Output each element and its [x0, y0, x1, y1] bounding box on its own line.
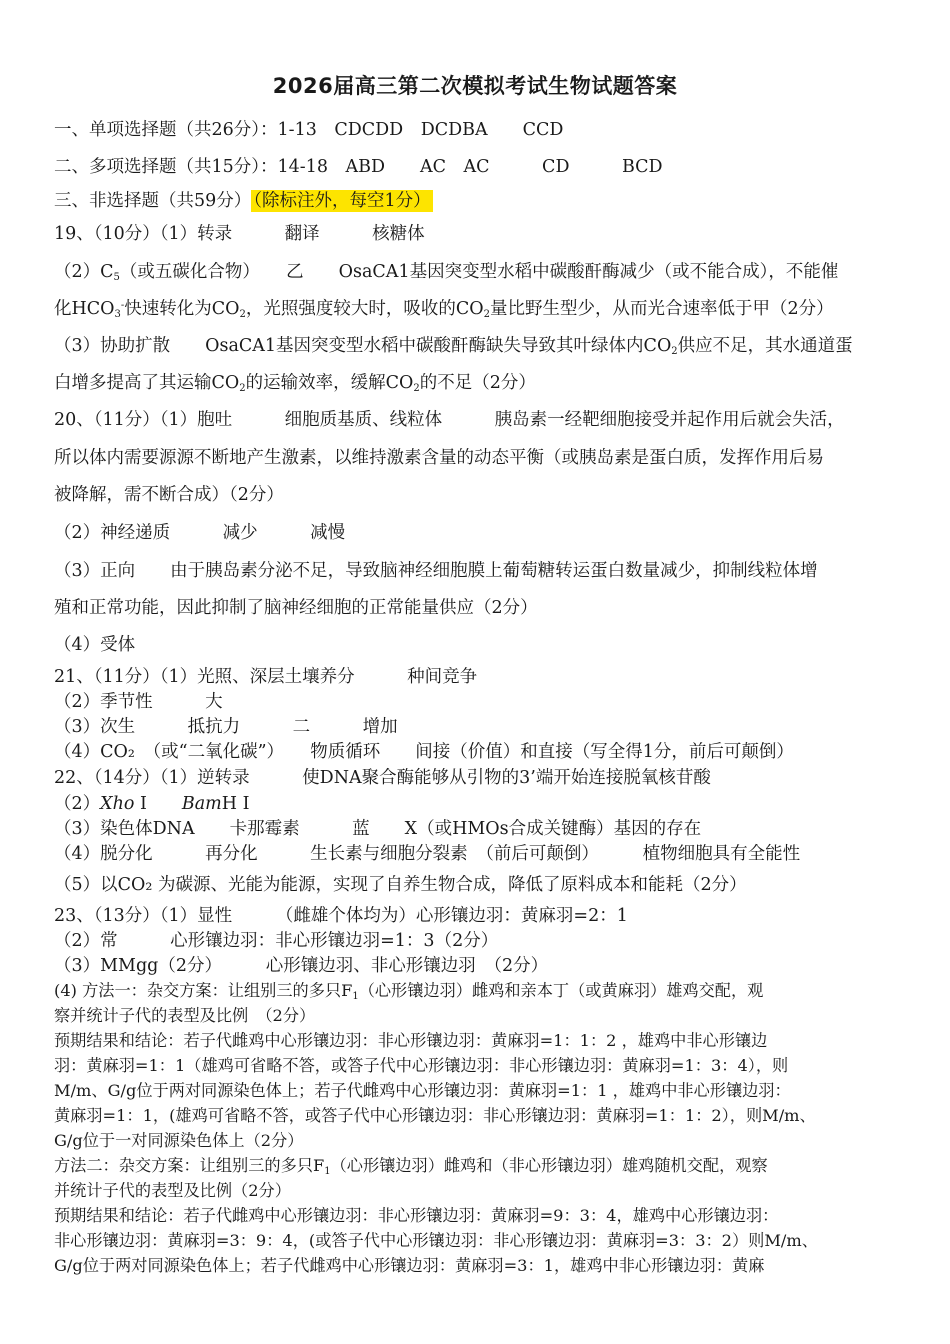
- q20-line-2: 所以体内需要源源不断地产生激素，以维持激素含量的动态平衡（或胰岛素是蛋白质，发挥作用后易: [54, 448, 824, 468]
- q20-line-5: （3）正向 由于胰岛素分泌不足，导致脑神经细胞膜上葡萄糖转运蛋白数量减少，抑制线粒体增: [54, 561, 818, 581]
- q23-line-5: 察并统计子代的表型及比例 （2分）: [54, 1006, 316, 1025]
- q22-line-3: （3）染色体DNA 卡那霉素 蓝 X（或HMOs合成关键酶）基因的存在: [54, 819, 702, 839]
- q23-line-14: 非心形镶边羽：黄麻羽=3：9：4，(或答子代中心形镶边羽：非心形镶边羽：黄麻羽=3：3：2）则M/m、: [54, 1231, 818, 1250]
- q23-line-8: M/m、G/g位于两对同源染色体上；若子代雌鸡中心形镶边羽：黄麻羽=1：1 ，雄鸡中非心形镶边羽：: [54, 1081, 791, 1100]
- q21-line-4: （4）CO₂ （或“二氧化碳”） 物质循环 间接（价值）和直接（写全得1分，前后可颠倒）: [54, 742, 794, 762]
- q23-line-6: 预期结果和结论：若子代雌鸡中心形镶边羽：非心形镶边羽：黄麻羽=1：1：2 ，雄鸡中非心形镶边: [54, 1031, 768, 1050]
- q22-line-1: 22、（14分）（1）逆转录 使DNA聚合酶能够从引物的3’端开始连接脱氧核苷酸: [54, 768, 711, 788]
- q20-line-1: 20、（11分）（1）胞吐 细胞质基质、线粒体 胰岛素一经靶细胞接受并起作用后就会失活，: [54, 410, 845, 430]
- q23-line-3: （3）MMgg（2分） 心形镶边羽、非心形镶边羽 （2分）: [54, 956, 549, 976]
- q23-line-11: 方法二：杂交方案：让组别三的多只$F_1$（心形镶边羽）雌鸡和（非心形镶边羽）雄鸡随机交配，观察: [54, 1156, 768, 1177]
- q19-line-2: $(2)C_5$（或五碳化合物） 乙 OsaCA1基因突变型水稻中碳酸酐酶减少（或不能合成），不能催: [54, 262, 839, 283]
- q22-line-2: （2）Xho I BamH I: [54, 794, 250, 814]
- q20-line-6: 殖和正常功能，因此抑制了脑神经细胞的正常能量供应（2分）: [54, 598, 538, 618]
- q23-line-10: G/g位于一对同源染色体上（2分）: [54, 1131, 304, 1150]
- non-choice-heading: [54, 187, 904, 212]
- q23-line-15: G/g位于两对同源染色体上；若子代雌鸡中心形镶边羽：黄麻羽=3：1，雄鸡中非心形镶边羽：黄麻: [54, 1256, 765, 1275]
- q19-line-3: 化$HCO_3^-$快速转化为$CO_2$，光照强度较大时，吸收的$CO_2$量比野生型少，从而光合速率低于甲（2分）: [54, 299, 834, 320]
- q21-line-1: 21、（11分）（1）光照、深层土壤养分 种间竞争: [54, 667, 478, 687]
- q22-line-4: （4）脱分化 再分化 生长素与细胞分裂素 （前后可颠倒） 植物细胞具有全能性: [54, 844, 801, 864]
- q20-line-7: （4）受体: [54, 635, 136, 655]
- single-choice-answers: 一、单项选择题（共26分）：1-13 CDCDD DCDBA CCD: [54, 120, 564, 140]
- q21-line-2: （2）季节性 大: [54, 692, 223, 712]
- multiple-choice-answers: 二、多项选择题（共15分）：14-18 ABD AC AC CD BCD: [54, 157, 663, 177]
- q23-line-9: 黄麻羽=1：1，(雄鸡可省略不答，或答子代中心形镶边羽：非心形镶边羽：黄麻羽=1：1：2），则M/m、: [54, 1106, 816, 1125]
- q19-line-4: （3）协助扩散 OsaCA1基因突变型水稻中碳酸酐酶缺失导致其叶绿体内$CO_2$供应不足，其水通道蛋: [54, 336, 853, 357]
- q23-line-7: 羽：黄麻羽=1：1（雄鸡可省略不答，或答子代中心形镶边羽：非心形镶边羽：黄麻羽=1：3：4），则: [54, 1056, 789, 1075]
- q20-line-3: 被降解，需不断合成）（2分）: [54, 485, 284, 505]
- q19-line-1: 19、（10分）（1）转录 翻译 核糖体: [54, 224, 425, 244]
- q23-line-13: 预期结果和结论：若子代雌鸡中心形镶边羽：非心形镶边羽：黄麻羽=9：3：4，雄鸡中心形镶边羽：: [54, 1206, 779, 1225]
- q21-line-3: （3）次生 抵抗力 二 增加: [54, 717, 398, 737]
- q22-line-5: （5）以CO₂ 为碳源、光能为能源，实现了自养生物合成，降低了原料成本和能耗（2分）: [54, 875, 747, 895]
- q23-line-2: （2）常 心形镶边羽：非心形镶边羽=1：3（2分）: [54, 931, 499, 951]
- q19-line-5: 白增多提高了其运输$CO_2$的运输效率，缓解$CO_2$的不足（2分）: [54, 373, 536, 394]
- q23-line-1: 23、（13分）（1）显性 （雌雄个体均为）心形镶边羽：黄麻羽=2：1: [54, 906, 628, 926]
- highlighted-note: （除标注外，每空1分）: [253, 191, 431, 211]
- page-title: 2026届高三第二次模拟考试生物试题答案: [272, 74, 678, 98]
- non-choice-label: 三、非选择题（共59分）: [54, 191, 252, 211]
- q23-line-4: (4) 方法一：杂交方案：让组别三的多只$F_1$（心形镶边羽）雌鸡和亲本丁（或黄麻羽）雄鸡交配，观: [54, 981, 764, 1002]
- q23-line-12: 并统计子代的表型及比例（2分）: [54, 1181, 291, 1200]
- q20-line-4: （2）神经递质 减少 减慢: [54, 523, 346, 543]
